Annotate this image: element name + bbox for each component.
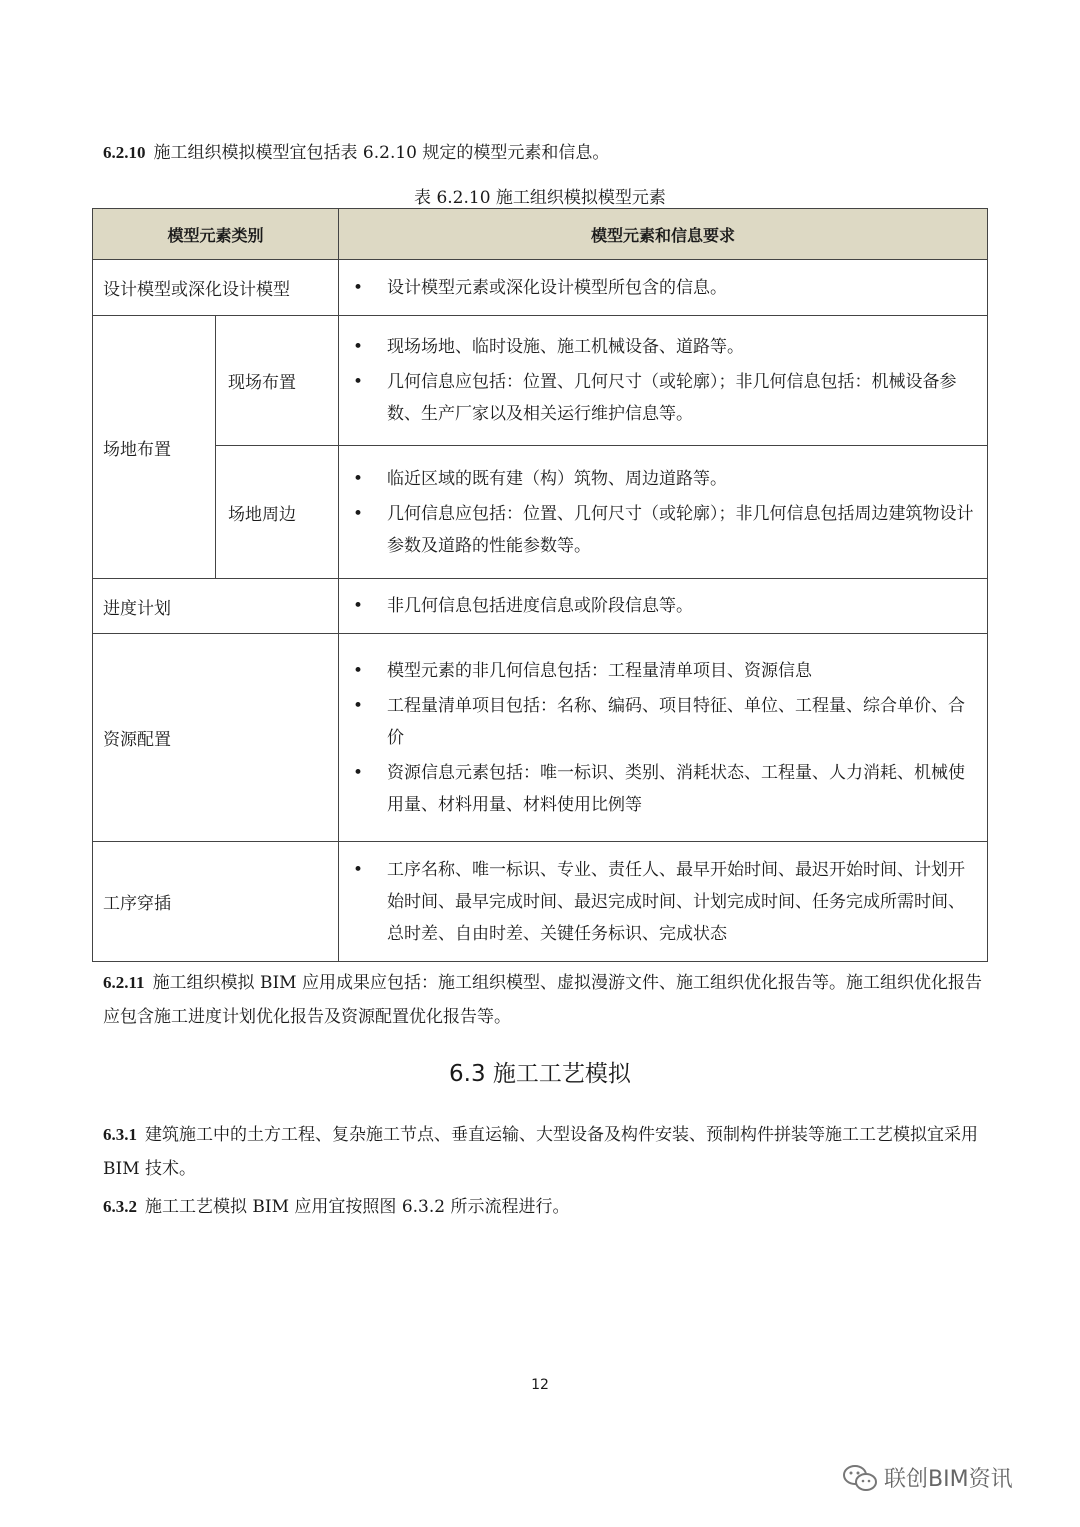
- header-requirements: 模型元素和信息要求: [339, 209, 988, 260]
- table-row: [93, 579, 988, 634]
- requirements-cell: [339, 842, 988, 962]
- wechat-icon: [842, 1463, 878, 1493]
- list-item: • 非几何信息包括进度信息或阶段信息等。: [349, 590, 977, 622]
- table-row: [93, 842, 988, 962]
- watermark: [842, 1462, 1013, 1493]
- requirements-cell: [339, 316, 988, 446]
- list-item: • 工程量清单项目包括：名称、编码、项目特征、单位、工程量、综合单价、合价: [349, 690, 977, 754]
- table-row: [93, 446, 988, 579]
- list-item: • 工序名称、唯一标识、专业、责任人、最早开始时间、最迟开始时间、计划开始时间、最早完成时间、最迟完成时间、计划完成时间、任务完成所需时间、总时差、自由时差、关键任务标识、完成状态: [349, 854, 977, 950]
- category-cell: 工序穿插: [93, 842, 339, 962]
- list-item: • 设计模型元素或深化设计模型所包含的信息。: [349, 272, 977, 304]
- clause-6-3-1: [103, 1118, 983, 1186]
- list-item: • 现场场地、临时设施、施工机械设备、道路等。: [349, 331, 977, 363]
- clause-6-2-11: [103, 966, 983, 1034]
- table-row: [93, 316, 988, 446]
- subcategory-cell: 场地周边: [216, 446, 339, 579]
- clause-text: 施工工艺模拟 BIM 应用宜按照图 6.3.2 所示流程进行。: [145, 1197, 570, 1217]
- clause-number: 6.2.10: [103, 143, 146, 162]
- watermark-text: 联创BIM资讯: [884, 1467, 1013, 1492]
- list-item: • 模型元素的非几何信息包括：工程量清单项目、资源信息: [349, 655, 977, 687]
- requirements-cell: [339, 579, 988, 634]
- page-number: 12: [531, 1377, 549, 1393]
- list-item: • 几何信息应包括：位置、几何尺寸（或轮廓）；非几何信息包括周边建筑物设计参数及道路的性能参数等。: [349, 498, 977, 562]
- table-header-row: [93, 209, 988, 260]
- requirements-cell: [339, 260, 988, 316]
- requirements-cell: [339, 446, 988, 579]
- table-caption: 表 6.2.10 施工组织模拟模型元素: [414, 188, 666, 208]
- table-row: [93, 260, 988, 316]
- category-cell: 进度计划: [93, 579, 339, 634]
- clause-text: 施工组织模拟 BIM 应用成果应包括：施工组织模型、虚拟漫游文件、施工组织优化报告等。施工组织优化报告应包含施工进度计划优化报告及资源配置优化报告等。: [103, 973, 982, 1027]
- header-category: 模型元素类别: [93, 209, 339, 260]
- section-title: 6.3 施工工艺模拟: [449, 1061, 631, 1087]
- subcategory-cell: 现场布置: [216, 316, 339, 446]
- list-item: • 资源信息元素包括：唯一标识、类别、消耗状态、工程量、人力消耗、机械使用量、材料用量、材料使用比例等: [349, 757, 977, 821]
- model-elements-table: [92, 208, 988, 962]
- clause-number: 6.3.1: [103, 1125, 137, 1144]
- table-row: [93, 634, 988, 842]
- requirements-cell: [339, 634, 988, 842]
- clause-6-3-2: [103, 1190, 983, 1224]
- clause-text: 建筑施工中的土方工程、复杂施工节点、垂直运输、大型设备及构件安装、预制构件拼装等施工工艺模拟宜采用 BIM 技术。: [103, 1125, 978, 1179]
- list-item: • 临近区域的既有建（构）筑物、周边道路等。: [349, 463, 977, 495]
- category-cell: 场地布置: [93, 316, 216, 579]
- category-cell: 资源配置: [93, 634, 339, 842]
- clause-number: 6.3.2: [103, 1197, 137, 1216]
- clause-number: 6.2.11: [103, 973, 145, 992]
- list-item: • 几何信息应包括：位置、几何尺寸（或轮廓）；非几何信息包括：机械设备参数、生产厂家以及相关运行维护信息等。: [349, 366, 977, 430]
- clause-text: 施工组织模拟模型宜包括表 6.2.10 规定的模型元素和信息。: [153, 143, 610, 163]
- clause-6-2-10: [103, 136, 983, 170]
- category-cell: 设计模型或深化设计模型: [93, 260, 339, 316]
